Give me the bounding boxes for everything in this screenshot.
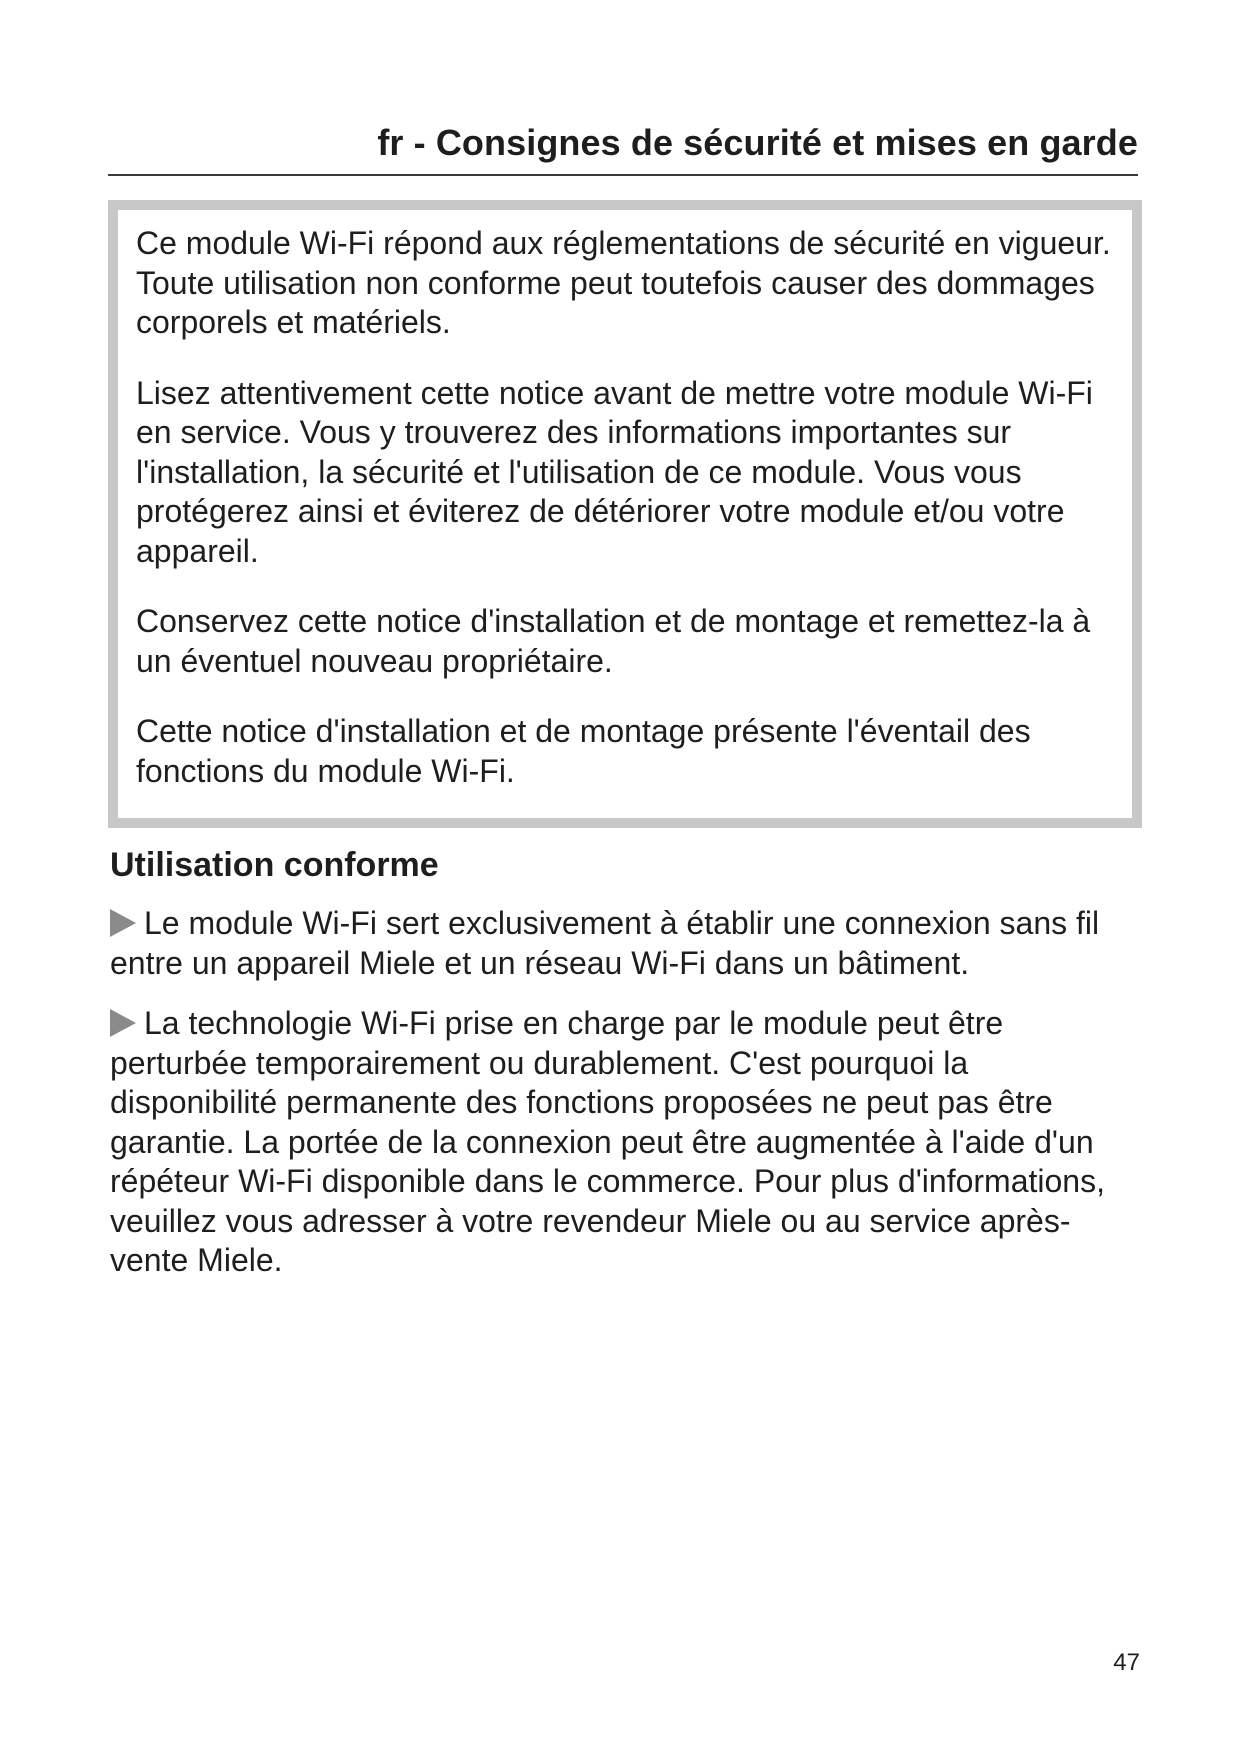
usage-section [110, 904, 1140, 1302]
section-heading: Utilisation conforme [110, 846, 439, 884]
page-number: 47 [1113, 1649, 1140, 1676]
notice-paragraph: Cette notice d'installation et de montage présente l'éventail des fonctions du module Wi-Fi. [136, 713, 1031, 789]
notice-paragraph: Lisez attentivement cette notice avant de mettre votre module Wi-Fi en service. Vous y trouverez des informations importantes sur l'installation, la sécurité et l'utilisation de ce module. Vous vous protégerez ainsi et éviterez de détériorer votre module et/ou votre appareil. [136, 374, 1093, 569]
page-title: fr - Consignes de sécurité et mises en garde [377, 122, 1138, 163]
usage-item-text: La technologie Wi-Fi prise en charge par le module peut être perturbée temporairement ou durablement. C'est pourquoi la disponibilité permanente des fonctions proposées ne peut pas être garantie. La portée de la connexion peut être augmentée à l'aide d'un répéteur Wi-Fi disponible dans le commerce. Pour plus d'informations, veuillez vous adresser à votre revendeur Miele ou au service après-vente Miele. [110, 1005, 1105, 1278]
usage-item-text: Le module Wi-Fi sert exclusivement à établir une connexion sans fil entre un appareil Miele et un réseau Wi-Fi dans un bâtiment. [110, 905, 1100, 981]
usage-item [110, 1004, 1140, 1281]
notice-paragraph: Conservez cette notice d'installation et de montage et remettez-la à un éventuel nouveau propriétaire. [136, 603, 1091, 679]
usage-item [110, 904, 1140, 983]
triangle-bullet-icon [110, 909, 136, 937]
triangle-bullet-icon [110, 1009, 136, 1037]
notice-paragraph: Ce module Wi-Fi répond aux réglementations de sécurité en vigueur. Toute utilisation non conforme peut toutefois causer des dommages corporels et matériels. [136, 225, 1111, 340]
page-header [108, 122, 1138, 176]
safety-notice-box [108, 200, 1142, 828]
